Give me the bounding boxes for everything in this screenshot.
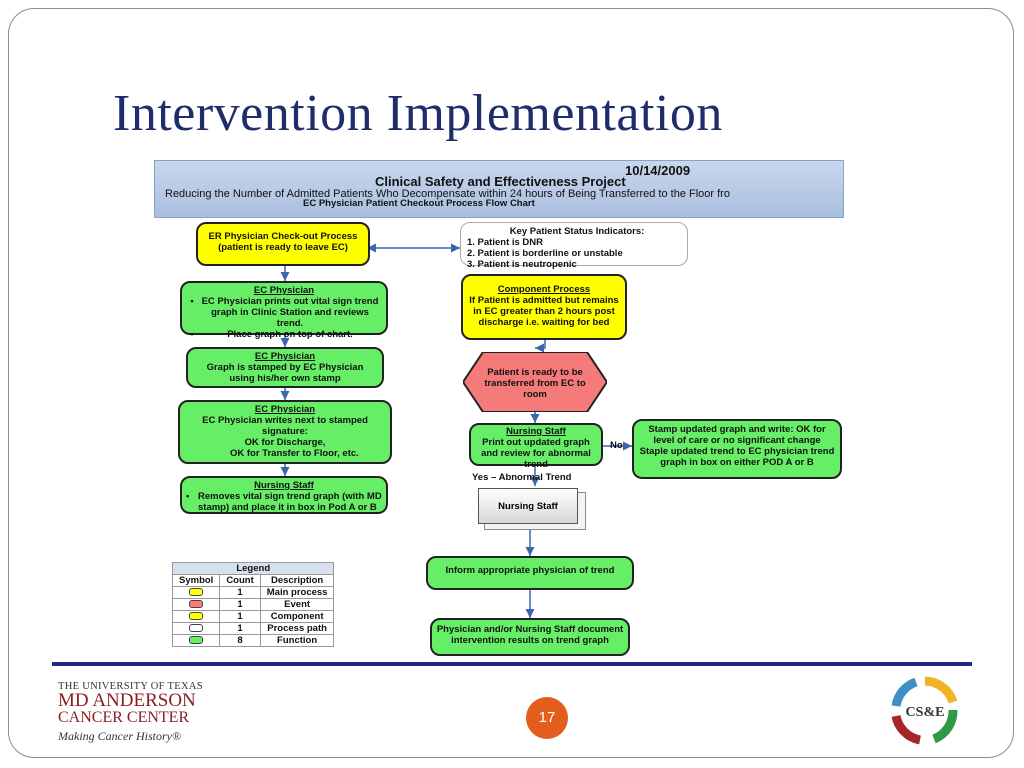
legend-row: 1 Event xyxy=(173,599,334,611)
legend-row: 1 Process path xyxy=(173,623,334,635)
component-head: Component Process xyxy=(497,284,591,295)
step1-box: EC Physician • EC Physician prints out vital sign trend graph in Clinic Station and reviews trend. • Place graph on top of chart. xyxy=(180,281,388,335)
step3-box xyxy=(178,400,392,464)
cse-logo-icon xyxy=(890,676,960,746)
connector-component-event xyxy=(535,340,545,348)
component-body: If Patient is admitted but remains in EC greater than 2 hours post discharge i.e. waiting for bed xyxy=(469,295,619,328)
legend-row: 1 Main process xyxy=(173,587,334,599)
nursing-review-head: Nursing Staff xyxy=(506,426,566,437)
step3-body2: OK for Discharge, xyxy=(244,437,326,448)
md-anderson-logo xyxy=(58,681,203,744)
page-number: 17 xyxy=(526,697,568,739)
slide-title: Intervention Implementation xyxy=(113,85,723,142)
step2-body: Graph is stamped by EC Physician using his/her own stamp xyxy=(206,362,364,384)
event-box xyxy=(463,352,607,412)
legend-row: 8 Function xyxy=(173,635,334,647)
start-process-box: ER Physician Check-out Process (patient is ready to leave EC) xyxy=(196,222,370,266)
step3-body3: OK for Transfer to Floor, etc. xyxy=(230,448,359,459)
process-path-symbol-icon xyxy=(189,624,203,632)
cse-mark-text: CS&E xyxy=(905,705,945,720)
key-item: 3. Patient is neutropenic xyxy=(467,259,577,270)
nursing-review-box xyxy=(469,423,603,470)
document-box: Physician and/or Nursing Staff document intervention results on trend graph xyxy=(430,618,630,656)
logo-tagline: Making Cancer History® xyxy=(58,729,182,743)
header-date: 10/14/2009 xyxy=(625,163,691,178)
key-title: Key Patient Status Indicators: xyxy=(509,226,645,237)
legend-table xyxy=(172,562,334,647)
main-process-symbol-icon xyxy=(189,588,203,596)
legend-title: Legend xyxy=(173,563,334,575)
step1-bullet1: EC Physician prints out vital sign trend graph in Clinic Station and reviews trend. xyxy=(201,296,379,329)
event-symbol-icon xyxy=(189,600,203,608)
key-item: 1. Patient is DNR xyxy=(467,237,544,248)
nursing-staff-label: Nursing Staff xyxy=(478,488,578,524)
stamp-box: Stamp updated graph and write: OK for level of care or no significant change Staple updated trend to EC physician trend graph in box on either POD A or B xyxy=(632,419,842,479)
step4-box: Nursing Staff • Removes vital sign trend graph (with MD stamp) and place it in box in Pod A or B xyxy=(180,476,388,514)
step1-bullet2: Place graph on top of chart. xyxy=(227,329,353,340)
component-symbol-icon xyxy=(189,612,203,620)
step1-head: EC Physician xyxy=(253,285,315,296)
logo-line3: CANCER CENTER xyxy=(58,709,190,726)
header-project: Clinical Safety and Effectiveness Project xyxy=(375,174,626,189)
header-chart-title: EC Physician Patient Checkout Process Flow Chart xyxy=(303,198,535,209)
step4-head: Nursing Staff xyxy=(254,480,314,491)
footer-divider xyxy=(52,662,972,666)
step2-head: EC Physician xyxy=(254,351,316,362)
nursing-staff-box xyxy=(478,488,588,528)
nursing-review-body: Print out updated graph and review for abnormal trend xyxy=(481,437,591,470)
step3-head: EC Physician xyxy=(254,404,316,415)
inform-box: Inform appropriate physician of trend xyxy=(426,556,634,590)
legend-col: Count xyxy=(220,575,260,587)
step2-box xyxy=(186,347,384,388)
event-text: Patient is ready to be transferred from EC to room xyxy=(484,367,586,400)
component-process-box xyxy=(461,274,627,340)
no-label: No xyxy=(610,440,623,451)
yes-label: Yes – Abnormal Trend xyxy=(472,472,572,483)
legend-col: Description xyxy=(260,575,334,587)
function-symbol-icon xyxy=(189,636,203,644)
header-subtitle: Reducing the Number of Admitted Patients Who Decompensate within 24 hours of Being Transferred to the Floor fro xyxy=(165,188,730,200)
logo-line1: THE UNIVERSITY OF TEXAS xyxy=(58,681,203,692)
step3-body1: EC Physician writes next to stamped signature: xyxy=(202,415,368,437)
key-item: 2. Patient is borderline or unstable xyxy=(467,248,623,259)
legend-row: 1 Component xyxy=(173,611,334,623)
step4-body: Removes vital sign trend graph (with MD stamp) and place it in box in Pod A or B xyxy=(198,491,382,513)
key-status-box xyxy=(460,222,688,270)
logo-line2: MD ANDERSON xyxy=(58,690,196,711)
legend-col: Symbol xyxy=(173,575,220,587)
